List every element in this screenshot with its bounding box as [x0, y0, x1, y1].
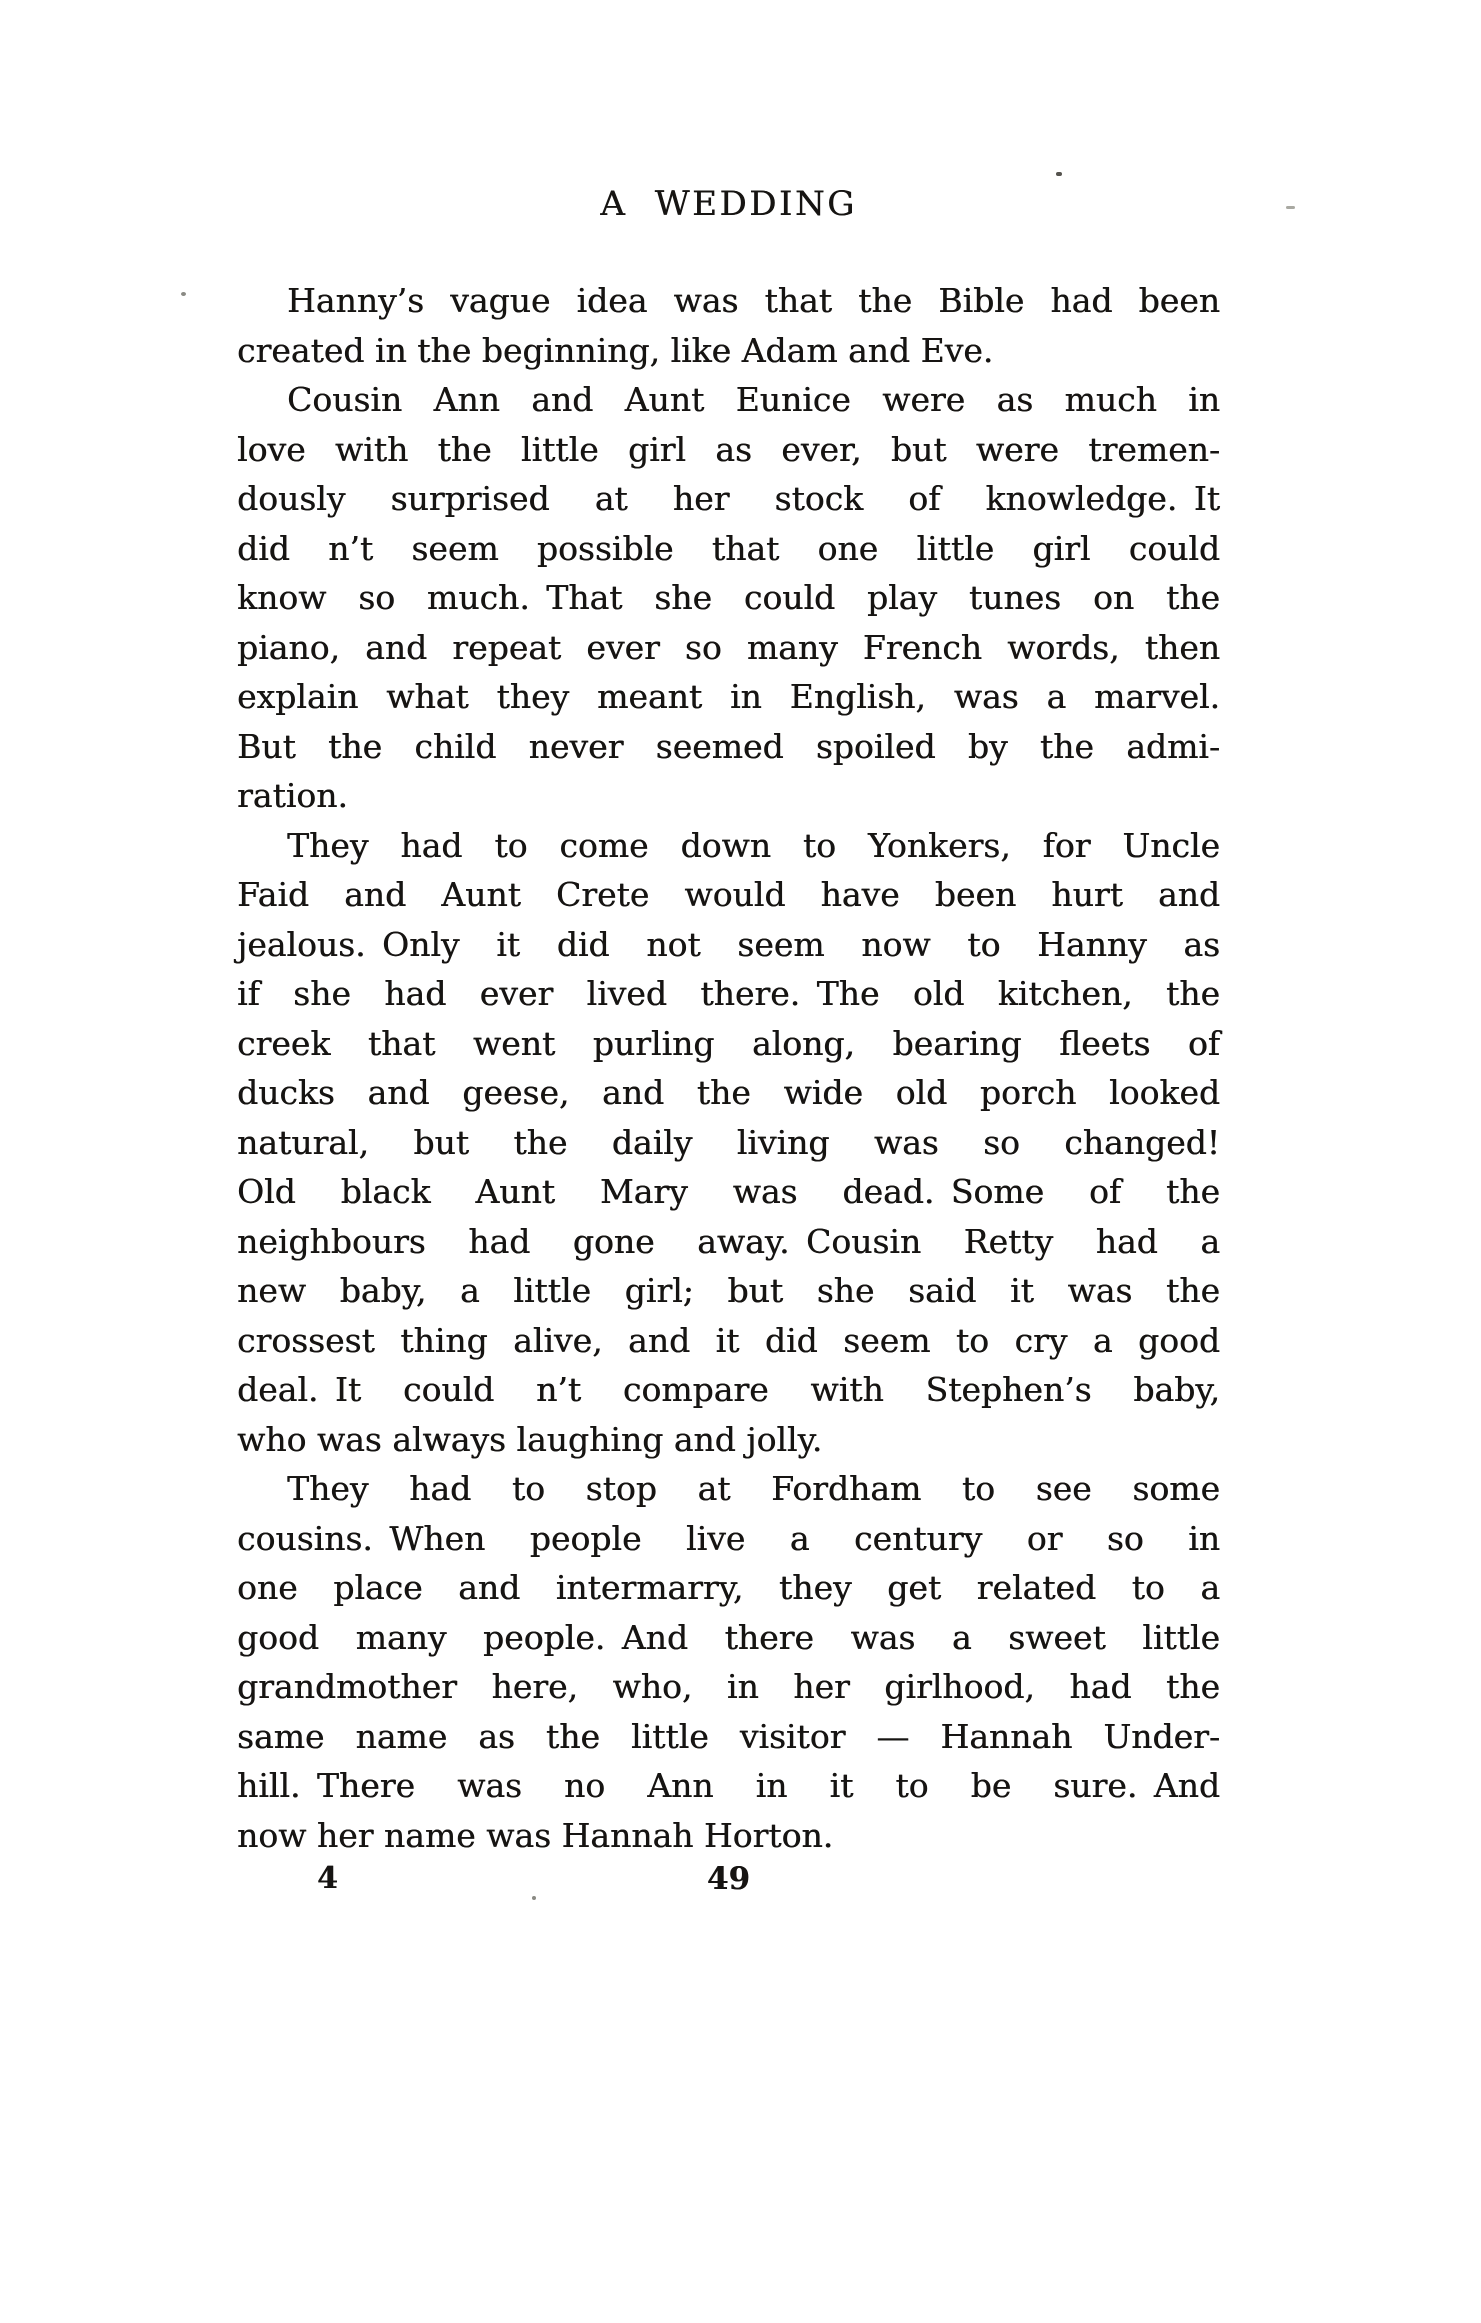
text-line: one place and intermarry, they get related to a [237, 1568, 1220, 1607]
text-line: explain what they meant in English, was a marvel. [237, 677, 1220, 716]
text-line: created in the beginning, like Adam and Eve. [237, 330, 994, 370]
text-line: deal. It could n’t compare with Stephen’s baby, [237, 1370, 1220, 1409]
text-line: who was always laughing and jolly. [237, 1419, 823, 1459]
text-line: same name as the little visitor — Hannah Under- [237, 1716, 1220, 1756]
text-line: Faid and Aunt Crete would have been hurt and [237, 875, 1220, 914]
text-line: good many people. And there was a sweet little [237, 1617, 1220, 1657]
text-line: Hanny’s vague idea was that the Bible had been [287, 281, 1220, 320]
text-line: But the child never seemed spoiled by the admi- [237, 726, 1220, 766]
text-line: if she had ever lived there. The old kitchen, the [237, 974, 1220, 1013]
text-line: love with the little girl as ever, but were tremen- [237, 429, 1220, 469]
text-line: Old black Aunt Mary was dead. Some of the [237, 1172, 1220, 1211]
text-line: cousins. When people live a century or so in [237, 1518, 1220, 1558]
text-line: natural, but the daily living was so changed! [237, 1122, 1220, 1162]
text-line: dously surprised at her stock of knowledge. It [237, 479, 1220, 518]
text-line: know so much. That she could play tunes on the [237, 578, 1220, 617]
text-line: piano, and repeat ever so many French words, then [237, 627, 1220, 667]
text-line: neighbours had gone away. Cousin Retty had a [237, 1221, 1220, 1261]
page-number: 49 [706, 1861, 751, 1897]
text-line: grandmother here, who, in her girlhood, had the [237, 1667, 1220, 1706]
body-text [237, 276, 1220, 1860]
text-line: jealous. Only it did not seem now to Hanny as [237, 924, 1220, 964]
scan-speck [1286, 206, 1295, 209]
signature-mark: 4 [317, 1861, 338, 1896]
scan-speck [1056, 172, 1062, 176]
text-line: They had to stop at Fordham to see some [287, 1469, 1220, 1508]
page-title: A WEDDING [600, 184, 857, 224]
text-line: did n’t seem possible that one little girl could [237, 528, 1220, 568]
text-line: creek that went purling along, bearing fleets of [237, 1023, 1220, 1063]
text-line: ration. [237, 776, 348, 815]
scan-speck [532, 1896, 536, 1900]
scan-speck [181, 292, 186, 296]
text-line: crossest thing alive, and it did seem to cry a good [237, 1320, 1220, 1360]
text-line: new baby, a little girl; but she said it was the [237, 1271, 1220, 1310]
text-line: hill. There was no Ann in it to be sure. And [237, 1766, 1220, 1805]
text-line: ducks and geese, and the wide old porch looked [237, 1073, 1220, 1112]
text-line: now her name was Hannah Horton. [237, 1815, 834, 1855]
text-line: They had to come down to Yonkers, for Uncle [287, 825, 1220, 865]
text-line: Cousin Ann and Aunt Eunice were as much in [287, 380, 1220, 419]
